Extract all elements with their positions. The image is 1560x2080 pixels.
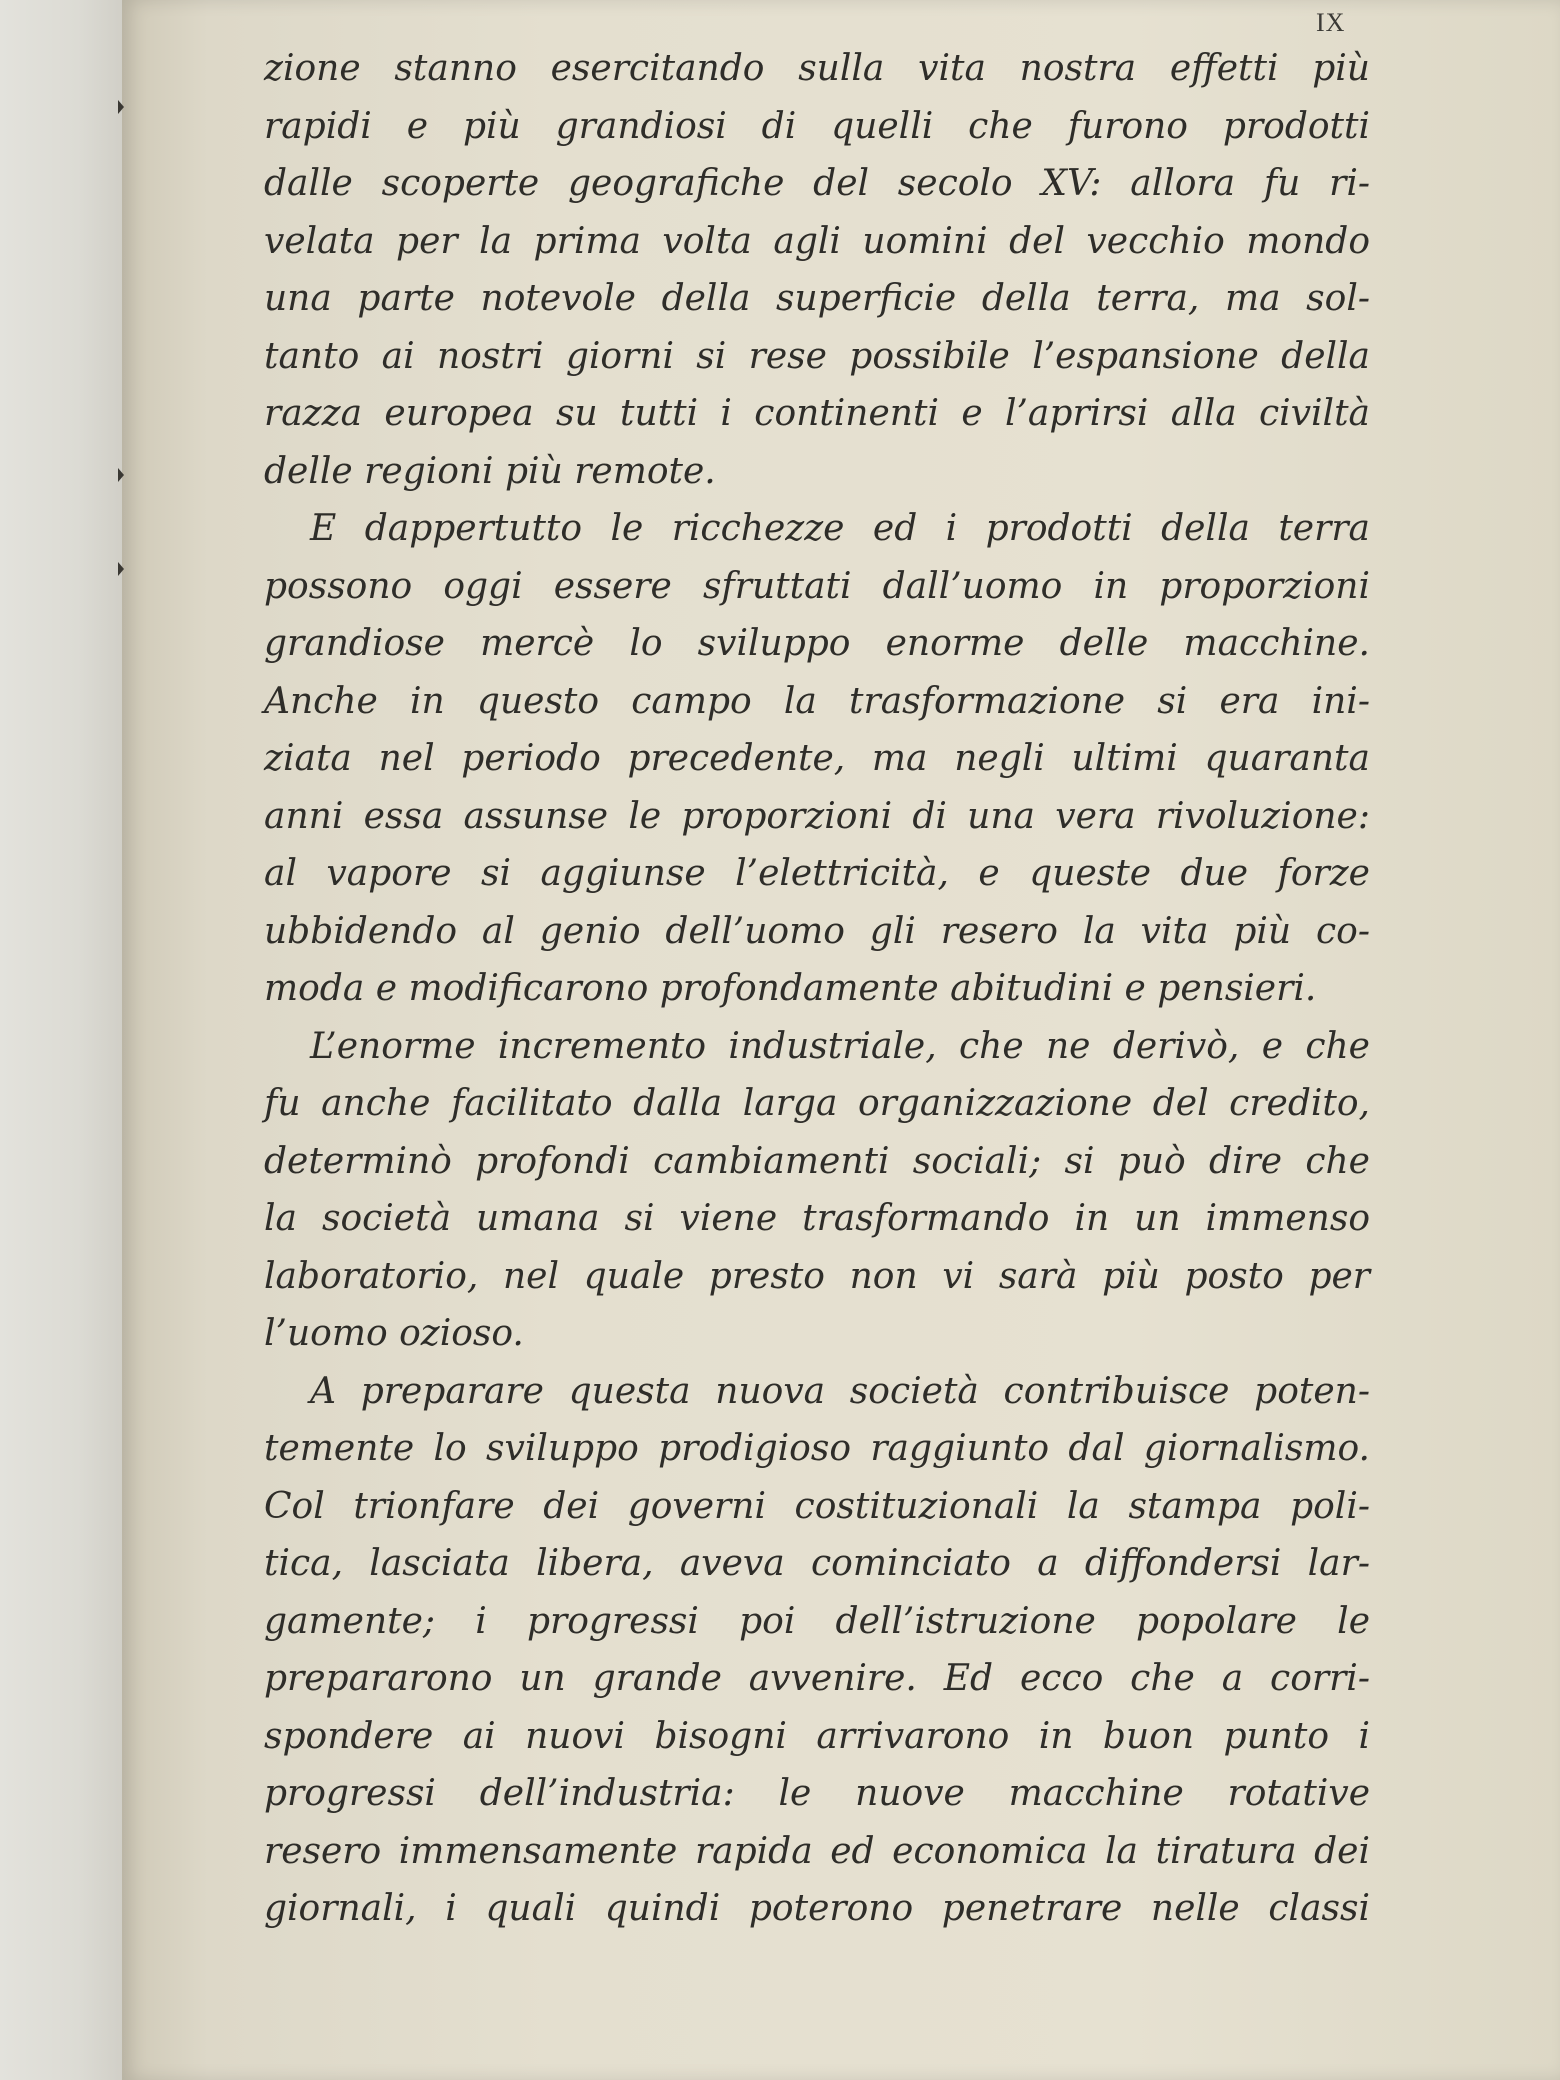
text-line: l’uomo ozioso.: [264, 1313, 524, 1354]
text-line: gamente; i progressi poi dell’istruzione popolare le: [264, 1600, 1370, 1642]
text-line: resero immensamente rapida ed economica la tiratura dei: [264, 1830, 1370, 1872]
body-text: [264, 40, 1370, 1938]
paragraph: [264, 1018, 1370, 1363]
text-line: delle regioni più remote.: [264, 450, 716, 492]
text-line: E dappertutto le ricchezze ed i prodotti della terra: [310, 508, 1370, 549]
text-line: ubbidendo al genio dell’uomo gli resero la vita più co-: [264, 910, 1370, 952]
text-line: possono oggi essere sfruttati dall’uomo in proporzioni: [264, 565, 1370, 607]
text-line: la società umana si viene trasformando in un immenso: [264, 1198, 1370, 1239]
text-line: laboratorio, nel quale presto non vi sarà più posto per: [264, 1255, 1370, 1297]
paragraph: [264, 500, 1370, 1018]
text-line: ziata nel periodo precedente, ma negli ultimi quaranta: [264, 738, 1370, 779]
text-line: spondere ai nuovi bisogni arrivarono in buon punto i: [264, 1715, 1370, 1757]
page-number: IX: [1316, 8, 1346, 37]
text-line: razza europea su tutti i continenti e l’aprirsi alla civiltà: [264, 393, 1370, 434]
text-line: tica, lasciata libera, aveva cominciato a diffondersi lar-: [264, 1543, 1370, 1584]
text-line: giornali, i quali quindi poterono penetrare nelle classi: [264, 1888, 1370, 1929]
text-line: tanto ai nostri giorni si rese possibile l’espansione della: [264, 335, 1370, 377]
text-line: dalle scoperte geografiche del secolo XV: allora fu ri-: [264, 163, 1370, 204]
text-line: al vapore si aggiunse l’elettricità, e queste due forze: [264, 853, 1370, 894]
text-line: moda e modificarono profondamente abitudini e pensieri.: [264, 968, 1317, 1009]
paragraph: [264, 40, 1370, 500]
text-line: determinò profondi cambiamenti sociali; si può dire che: [264, 1140, 1370, 1182]
text-line: velata per la prima volta agli uomini del vecchio mondo: [264, 220, 1370, 262]
text-line: temente lo sviluppo prodigioso raggiunto dal giornalismo.: [264, 1428, 1370, 1469]
text-line: Anche in questo campo la trasformazione si era ini-: [264, 680, 1370, 722]
text-line: anni essa assunse le proporzioni di una vera rivoluzione:: [264, 795, 1370, 837]
text-line: progressi dell’industria: le nuove macchine rotative: [264, 1773, 1370, 1814]
text-line: grandiose mercè lo sviluppo enorme delle macchine.: [264, 623, 1370, 664]
left-page-edge: [0, 0, 130, 2080]
text-line: L’enorme incremento industriale, che ne derivò, e che: [310, 1025, 1370, 1067]
text-line: A preparare questa nuova società contribuisce poten-: [310, 1370, 1370, 1412]
text-line: Col trionfare dei governi costituzionali la stampa poli-: [264, 1485, 1370, 1527]
text-line: fu anche facilitato dalla larga organizzazione del credito,: [264, 1083, 1370, 1124]
text-line: zione stanno esercitando sulla vita nostra effetti più: [264, 48, 1370, 89]
text-line: rapidi e più grandiosi di quelli che furono prodotti: [264, 105, 1370, 147]
text-line: prepararono un grande avvenire. Ed ecco che a corri-: [264, 1658, 1370, 1699]
paragraph: [264, 1363, 1370, 1938]
text-line: una parte notevole della superficie della terra, ma sol-: [264, 278, 1370, 319]
